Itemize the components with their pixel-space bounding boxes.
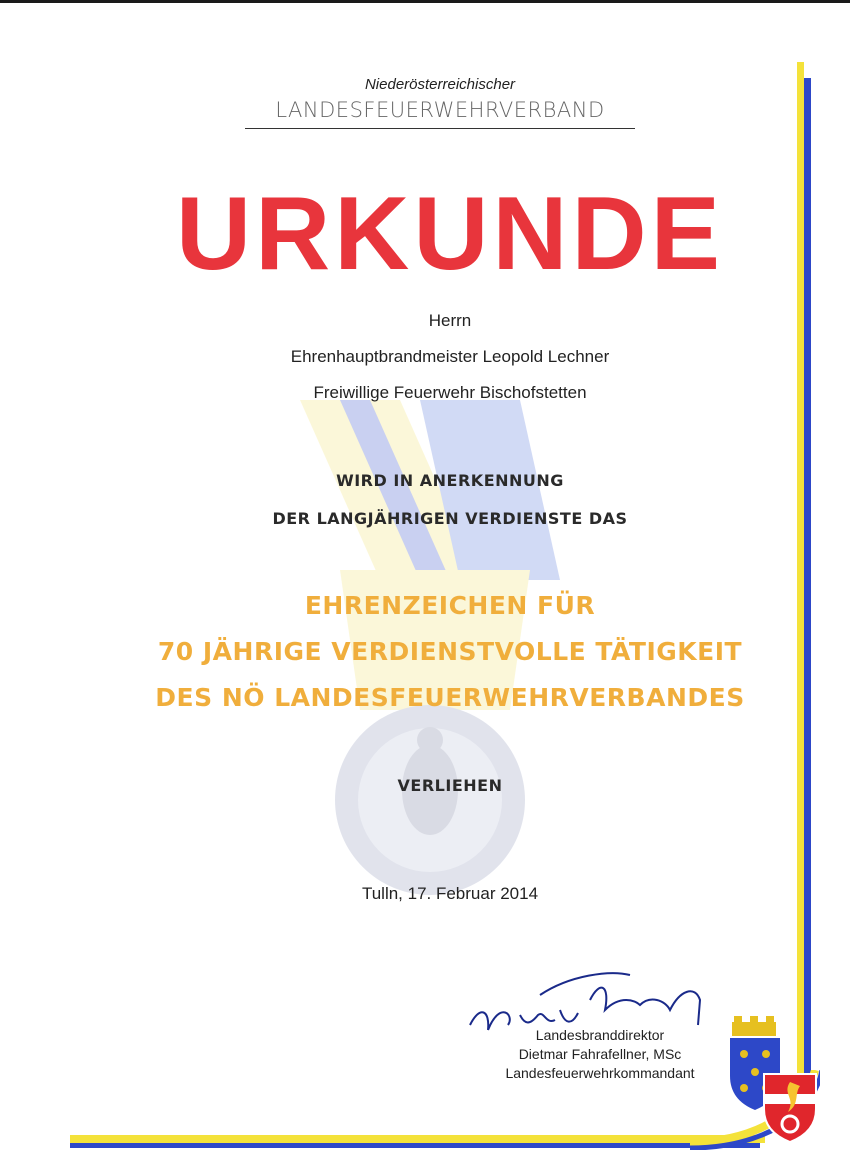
award-line-1: EHRENZEICHEN FÜR (304, 591, 596, 620)
recognition-line-1: WIRD IN ANERKENNUNG (336, 471, 564, 490)
award-line-2: 70 JÄHRIGE VERDIENSTVOLLE TÄTIGKEIT (157, 637, 743, 666)
certificate-title: URKUNDE (176, 176, 724, 292)
recipient-name: Ehrenhauptbrandmeister Leopold Lechner (290, 347, 610, 366)
award-line-3: DES NÖ LANDESFEUERWEHRVERBANDES (155, 683, 745, 712)
signatory-role: Landesfeuerwehrkommandant (505, 1065, 695, 1081)
organization-underline (245, 128, 635, 129)
place-date: Tulln, 17. Februar 2014 (361, 884, 539, 903)
signatory-title: Landesbranddirektor (535, 1027, 665, 1043)
recipient-unit: Freiwillige Feuerwehr Bischofstetten (313, 383, 587, 402)
recipient-salutation: Herrn (428, 311, 472, 330)
border-blue-bottom (70, 1143, 760, 1148)
recognition-line-2: DER LANGJÄHRIGEN VERDIENSTE DAS (272, 509, 628, 528)
border-yellow-bottom (70, 1135, 765, 1143)
signatory-name: Dietmar Fahrafellner, MSc (518, 1046, 682, 1062)
coat-of-arms-icon (724, 1014, 822, 1144)
scan-top-edge (0, 0, 850, 3)
organization-subtitle: Niederösterreichischer (364, 76, 516, 93)
conferred-label: VERLIEHEN (397, 776, 503, 795)
organization-name: LANDESFEUERWEHRVERBAND (275, 98, 605, 122)
